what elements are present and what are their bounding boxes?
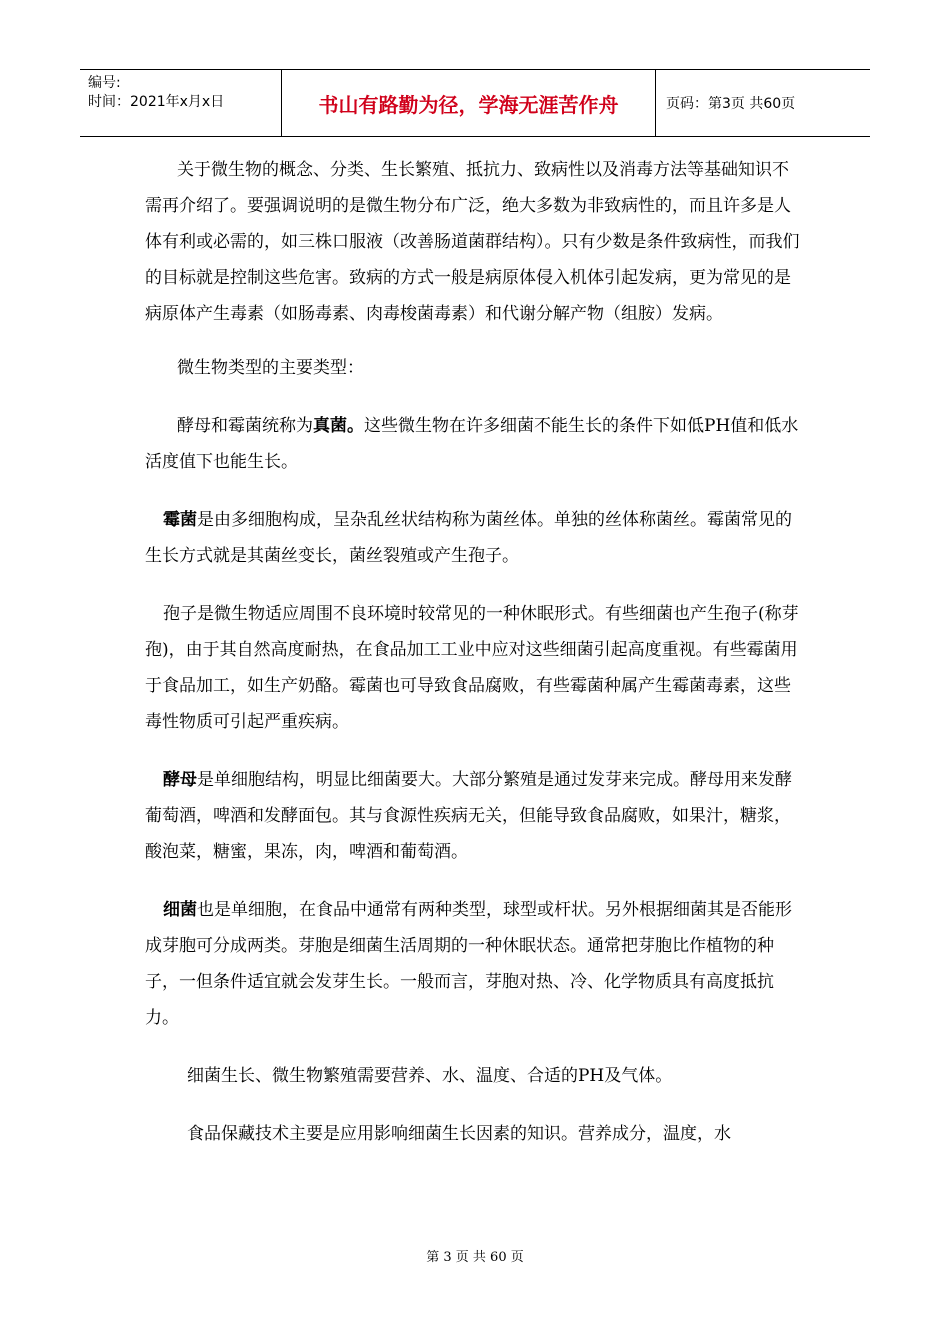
paragraph-text: 是单细胞结构，明显比细菌要大。大部分繁殖是通过发芽来完成。酵母用来发酵葡萄酒，啤酒和发酵面包。其与食源性疾病无关，但能导致食品腐败，如果汁，糖浆，酸泡菜，糖蜜，果冻，肉，啤酒和葡萄酒。 [145, 770, 792, 862]
doc-date-label: 时间：2021年x月x日 [88, 94, 225, 110]
paragraph-text: 也是单细胞，在食品中通常有两种类型，球型或杆状。另外根据细菌其是否能形成芽胞可分成两类。芽胞是细菌生活周期的一种休眠状态。通常把芽胞比作植物的种子，一但条件适宜就会发芽生长。一般而言，芽胞对热、冷、化学物质具有高度抵抗力。 [145, 900, 792, 1028]
paragraph-text: 食品保藏技术主要是应用影响细菌生长因素的知识。营养成分，温度，水 [187, 1124, 731, 1144]
bold-term: 细菌 [163, 900, 197, 920]
paragraph-text: 细菌生长、微生物繁殖需要营养、水、温度、合适的PH及气体。 [187, 1066, 673, 1086]
paragraph-text: 微生物类型的主要类型： [177, 358, 364, 378]
header-motto: 书山有路勤为径，学海无涯苦作舟 [281, 70, 656, 136]
paragraph [145, 408, 805, 480]
paragraph [145, 152, 805, 332]
page-header [80, 69, 870, 137]
document-body [145, 152, 805, 1152]
header-page-label: 页码：第3页 共60页 [666, 96, 796, 112]
paragraph [145, 596, 805, 740]
bold-term: 霉菌 [163, 510, 197, 530]
paragraph-text: 是由多细胞构成，呈杂乱丝状结构称为菌丝体。单独的丝体称菌丝。霉菌常见的生长方式就是其菌丝变长，菌丝裂殖或产生孢子。 [145, 510, 792, 566]
paragraph-text: 这些微生物在许多细菌不能生长的条件下如低PH值和低水活度值下也能生长。 [145, 416, 799, 472]
bold-term: 酵母 [163, 770, 197, 790]
paragraph [145, 1058, 805, 1094]
paragraph [145, 762, 805, 870]
paragraph [145, 502, 805, 574]
page-footer: 第 3 页 共 60 页 [426, 1250, 524, 1265]
paragraph [145, 1116, 805, 1152]
doc-number-label: 编号: [88, 75, 121, 91]
paragraph [145, 892, 805, 1036]
paragraph [145, 350, 805, 386]
bold-term: 真菌。 [313, 416, 364, 436]
paragraph-text: 关于微生物的概念、分类、生长繁殖、抵抗力、致病性以及消毒方法等基础知识不需再介绍了。要强调说明的是微生物分布广泛，绝大多数为非致病性的，而且许多是人体有利或必需的，如三株口服液（改善肠道菌群结构）。只有少数是条件致病性，而我们的目标就是控制这些危害。致病的方式一般是病原体侵入机体引起发病，更为常见的是病原体产生毒素（如肠毒素、肉毒梭菌毒素）和代谢分解产物（组胺）发病。 [145, 160, 800, 324]
paragraph-text: 孢子是微生物适应周围不良环境时较常见的一种休眠形式。有些细菌也产生孢子(称芽孢)，由于其自然高度耐热，在食品加工工业中应对这些细菌引起高度重视。有些霉菌用于食品加工，如生产奶酪。霉菌也可导致食品腐败，有些霉菌种属产生霉菌毒素，这些毒性物质可引起严重疾病。 [145, 604, 799, 732]
paragraph-text: 酵母和霉菌统称为 [177, 416, 313, 436]
header-meta-cell [80, 70, 281, 136]
